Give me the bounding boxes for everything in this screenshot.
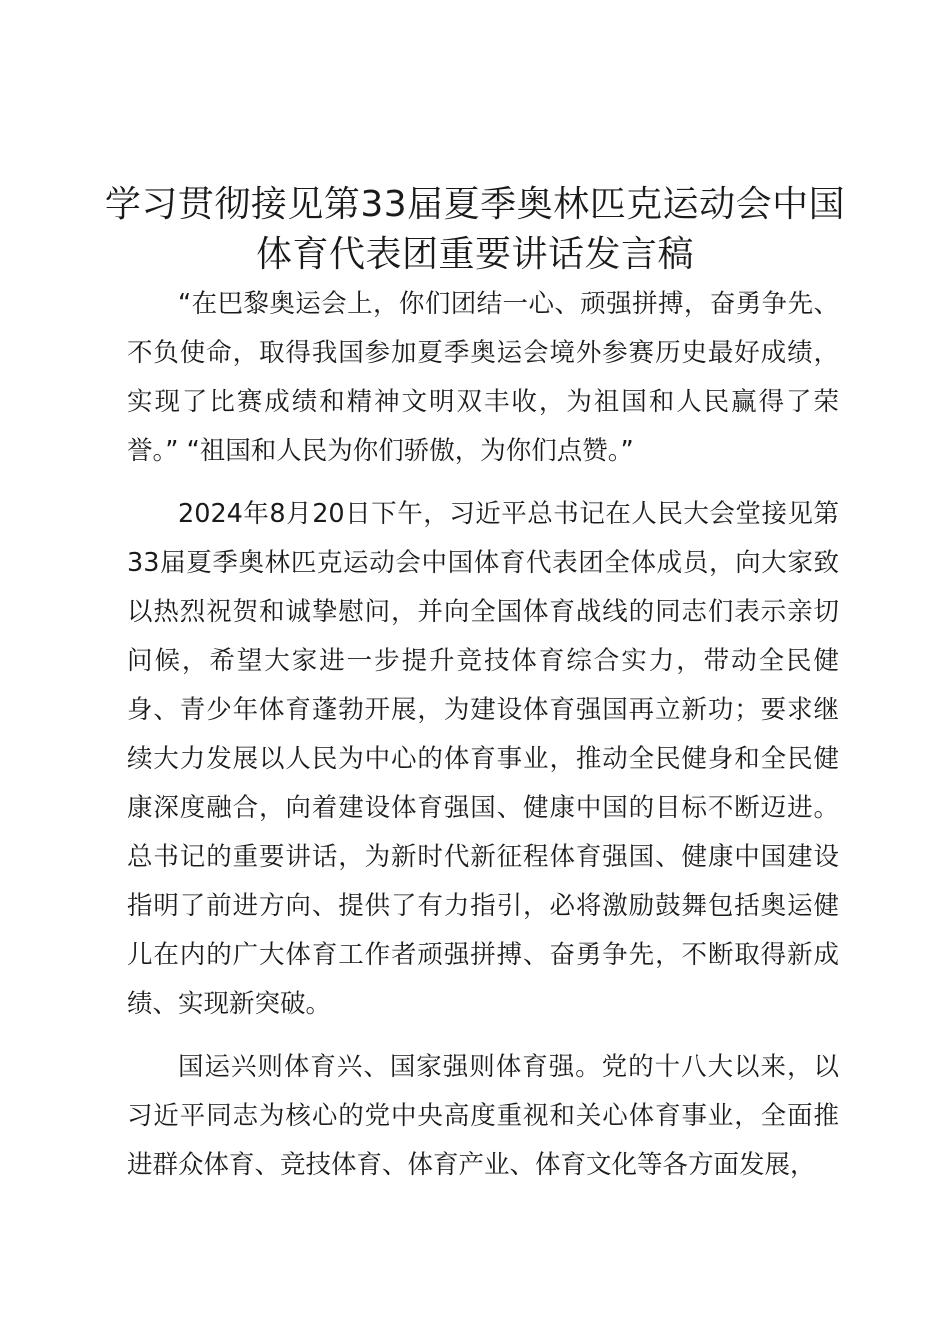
paragraph-event: 2024年8月20日下午，习近平总书记在人民大会堂接见第33届夏季奥林匹克运动会中国体育代表团全体成员，向大家致以热烈祝贺和诚挚慰问，并向全国体育战线的同志们表示亲切问候，希望大家进一步提升竞技体育综合实力，带动全民健身、青少年体育蓬勃开展，为建设体育强国再立新功；要求继续大力发展以人民为中心的体育事业，推动全民健身和全民健康深度融合，向着建设体育强国、健康中国的目标不断迈进。总书记的重要讲话，为新时代新征程体育强国、健康中国建设指明了前进方向、提供了有力指引，必将激励鼓舞包括奥运健儿在内的广大体育工作者顽强拼搏、奋勇争先，不断取得新成绩、实现新突破。 xyxy=(127,499,839,1019)
paragraph-quote: “在巴黎奥运会上，你们团结一心、顽强拼搏，奋勇争先、不负使命，取得我国参加夏季奥运会境外参赛历史最好成绩，实现了比赛成绩和精神文明双丰收，为祖国和人民赢得了荣誉。” “祖国和人民为你们骄傲，为你们点赞。” xyxy=(127,289,839,466)
paragraph-national: 国运兴则体育兴、国家强则体育强。党的十八大以来，以习近平同志为核心的党中央高度重视和关心体育事业，全面推进群众体育、竞技体育、体育产业、体育文化等各方面发展， xyxy=(127,1052,839,1180)
document-title: 学习贯彻接见第33届夏季奥林匹克运动会中国体育代表团重要讲话发言稿 xyxy=(104,184,846,275)
document-body xyxy=(127,280,839,1190)
